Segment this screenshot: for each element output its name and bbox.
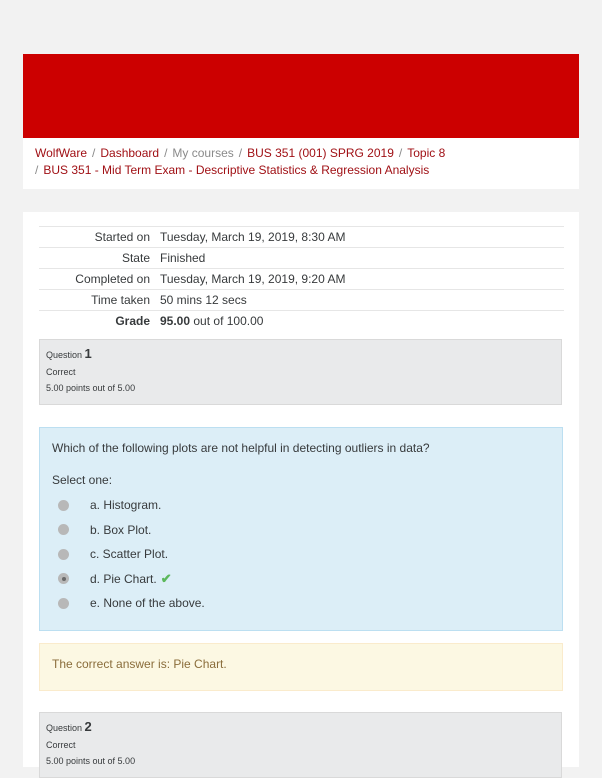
summary-row-grade: [39, 311, 564, 332]
correct-answer-feedback: The correct answer is: Pie Chart.: [39, 643, 563, 691]
breadcrumb-separator: /: [398, 146, 403, 160]
select-one-label: Select one:: [52, 473, 113, 487]
radio-button[interactable]: [58, 500, 69, 511]
grade-score: 95.00: [160, 314, 191, 328]
breadcrumb: [23, 138, 579, 189]
question-label: Question: [46, 723, 83, 733]
breadcrumb-course[interactable]: BUS 351 (001) SPRG 2019: [247, 146, 394, 160]
question-status: Correct: [46, 740, 76, 750]
answer-option-label: a. Histogram.: [90, 498, 162, 513]
time-value: 50 mins 12 secs: [160, 293, 247, 307]
answer-option-label: c. Scatter Plot.: [90, 547, 169, 562]
question-points: 5.00 points out of 5.00: [46, 756, 136, 766]
summary-row-started: [39, 227, 564, 248]
breadcrumb-my-courses: My courses: [172, 146, 234, 160]
site-header-banner: [23, 54, 579, 138]
question-1-info: [39, 339, 562, 405]
breadcrumb-quiz[interactable]: BUS 351 - Mid Term Exam - Descriptive Statistics & Regression Analysis: [43, 163, 430, 177]
quiz-review-panel: [23, 212, 579, 767]
answer-option-a[interactable]: [52, 493, 550, 518]
grade-out-of: out of 100.00: [193, 314, 264, 328]
radio-button-checked[interactable]: [58, 573, 69, 584]
time-label: Time taken: [91, 293, 150, 307]
answer-option-b[interactable]: [52, 518, 550, 543]
answer-option-label: b. Box Plot.: [90, 522, 152, 537]
answer-option-label: d. Pie Chart.: [90, 571, 157, 586]
summary-row-completed: [39, 269, 564, 290]
breadcrumb-topic[interactable]: Topic 8: [407, 146, 446, 160]
question-points: 5.00 points out of 5.00: [46, 383, 136, 393]
answer-option-c[interactable]: [52, 542, 550, 567]
summary-row-time: [39, 290, 564, 311]
question-2-info: [39, 712, 562, 778]
summary-row-state: [39, 248, 564, 269]
grade-label: Grade: [115, 314, 150, 328]
radio-button[interactable]: [58, 524, 69, 535]
breadcrumb-separator: /: [238, 146, 243, 160]
attempt-summary-table: [39, 226, 564, 331]
answer-option-d[interactable]: [52, 567, 550, 592]
breadcrumb-dashboard[interactable]: Dashboard: [100, 146, 160, 160]
state-label: State: [121, 251, 150, 265]
breadcrumb-wolfware[interactable]: WolfWare: [35, 146, 88, 160]
question-number: 1: [84, 346, 92, 361]
completed-label: Completed on: [75, 272, 150, 286]
started-value: Tuesday, March 19, 2019, 8:30 AM: [160, 230, 346, 244]
check-icon: ✔: [160, 570, 172, 586]
question-label: Question: [46, 350, 83, 360]
completed-value: Tuesday, March 19, 2019, 9:20 AM: [160, 272, 346, 286]
started-label: Started on: [94, 230, 150, 244]
state-value: Finished: [160, 251, 206, 265]
question-prompt: Which of the following plots are not helpful in detecting outliers in data?: [52, 441, 430, 455]
radio-button[interactable]: [58, 598, 69, 609]
radio-button[interactable]: [58, 549, 69, 560]
answer-option-e[interactable]: [52, 591, 550, 616]
question-status: Correct: [46, 367, 76, 377]
breadcrumb-separator: /: [164, 146, 168, 160]
question-1-content: [39, 427, 563, 631]
breadcrumb-separator: /: [35, 163, 39, 177]
grade-value: [160, 311, 564, 332]
answer-option-label: e. None of the above.: [90, 596, 205, 611]
breadcrumb-separator: /: [92, 146, 96, 160]
question-number: 2: [84, 719, 92, 734]
